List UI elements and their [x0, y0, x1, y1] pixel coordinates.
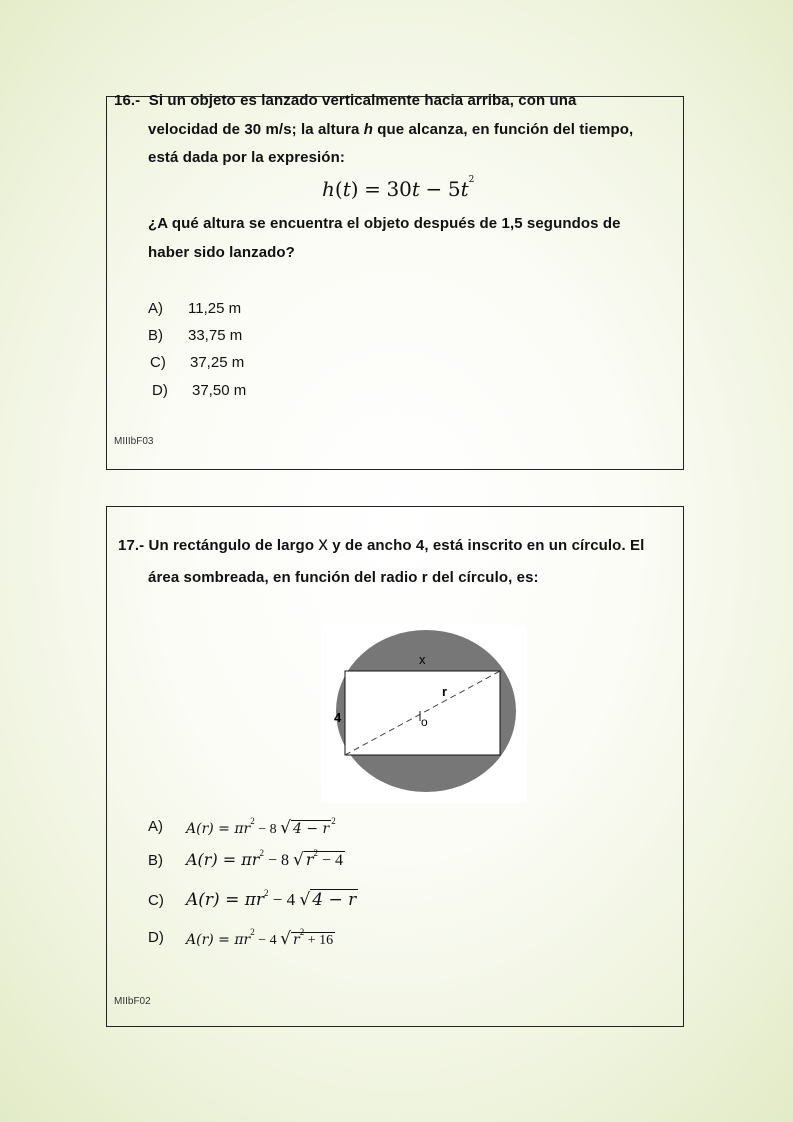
q17-code: MIIbF02 — [114, 996, 151, 1007]
label-width-4: 4 — [334, 710, 342, 725]
q17-line1: 17.- Un rectángulo de largo x y de ancho 4, está inscrito en un círculo. El — [118, 534, 645, 555]
q17-option-a-formula: $A(r) = \pi r^2 - 8$ √ 4 − r $^2$ — [186, 816, 336, 838]
figure-svg — [321, 625, 527, 803]
q17-option-a[interactable]: A) $A(r) = \pi r^2 - 8$ √ 4 − r $^2$ — [148, 816, 336, 838]
q17-option-c-formula: $A(r) = \pi r^2 - 4$ √ 4 − r — [186, 888, 357, 910]
q16-option-c[interactable]: C) 37,25 m — [150, 354, 245, 371]
q16-question-line2: haber sido lanzado? — [148, 244, 295, 261]
q16-code: MIIIbF03 — [114, 436, 154, 447]
q16-line2: velocidad de 30 m/s; la altura h que alcanza, en función del tiempo, — [148, 121, 634, 138]
q16-line3: está dada por la expresión: — [148, 149, 345, 166]
q16-option-d[interactable]: D) 37,50 m — [152, 382, 247, 399]
q17-option-b-formula: $A(r) = \pi r^2 - 8$ √ $r^2 - 4$ — [186, 848, 343, 870]
q17-option-d-formula: $A(r) = \pi r^2 - 4$ √ $r^2 + 16$ — [186, 927, 334, 949]
q17-option-d[interactable]: D) $A(r) = \pi r^2 - 4$ √ $r^2 + 16$ — [148, 927, 334, 949]
q16-option-a[interactable]: A) 11,25 m — [148, 300, 242, 317]
q17-line2: área sombreada, en función del radio r del círculo, es: — [148, 569, 539, 586]
label-x: x — [419, 652, 426, 667]
q16-question-line1: ¿A qué altura se encuentra el objeto después de 1,5 segundos de — [148, 215, 621, 232]
q16-line1: 16.- Si un objeto es lanzado verticalmente hacia arriba, con una — [114, 92, 577, 109]
label-center-o: o — [421, 715, 428, 729]
inscribed-rectangle — [345, 671, 500, 755]
q17-option-b[interactable]: B) $A(r) = \pi r^2 - 8$ √ $r^2 - 4$ — [148, 848, 343, 870]
circle-rectangle-figure — [321, 625, 527, 803]
label-r: r — [442, 684, 448, 699]
q16-formula: $h(t) = 30t - 5t^2$ — [322, 175, 475, 201]
q16-option-b[interactable]: B) 33,75 m — [148, 327, 243, 344]
q17-option-c[interactable]: C) $A(r) = \pi r^2 - 4$ √ 4 − r — [148, 888, 357, 910]
